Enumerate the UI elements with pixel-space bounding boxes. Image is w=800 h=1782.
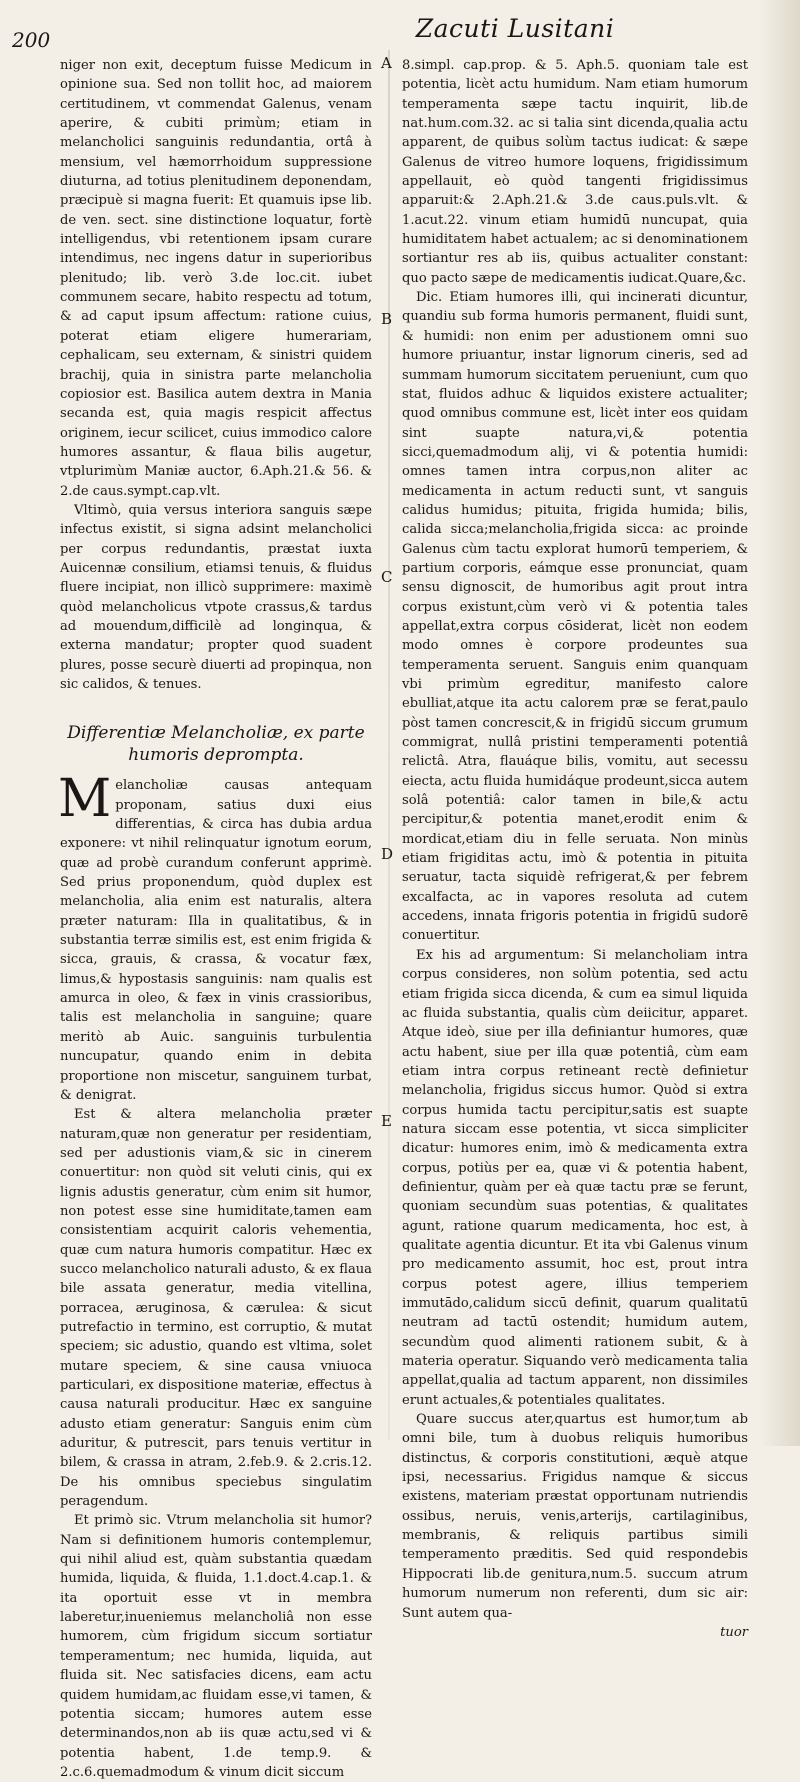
paragraph: Est & altera melancholia præter naturam,quæ non generatur per residentiam, sed per adustionis viam,& sic in cinerem conuertitur: non quòd sit veluti cinis, qui ex lignis adustis generatur, cùm enim sit humor, non potest esse sine humiditate,tamen eam consistentiam acquirit caloris vehementia, quæ cum natura humoris compatitur. Hæc ex succo melancholico naturali adusto, & ex flaua bile assata generatur, media vitellina, porracea, æruginosa, & cærulea: & sicut putrefactio in termino, est corruptio, & mutat speciem; sic adustio, quando est vltima, solet mutare speciem, & sine causa vniuoca particulari, ex dispositione materiæ, effectus à causa naturali producitur. Hæc ex sanguine adusto etiam generatur: Sanguis enim cùm aduritur, & putrescit, pars tenuis vertitur in bilem, & crassa in atram, 2.feb.9. & 2.cris.12. De his omnibus speciebus singulatim peragendum. <box>60 1107 372 1510</box>
paragraph: Ex his ad argumentum: Si melancholiam intra corpus consideres, non solùm potentia, sed actu etiam frigida sicca dicenda, & cum ea simul liquida ac fluida substantia, qualis cùm deiicitur, apparet. Atque ideò, siue per illa definiantur humores, quæ actu habent, siue per illa quæ potentiâ, cùm eam etiam intra corpus retineant rectè definietur melancholia, frigidus siccus humor. Quòd si extra corpus humida tactu percipitur,satis est suapte natura siccam esse potentia, vt sicca simpliciter dicatur: humores enim, imò & medicamenta extra corpus, potiùs per ea, quæ vi & potentia habent, definientur, quàm per eà quæ tactu præ se ferunt, quoniam secundùm suas potentias, & qualitates agunt, ratione quarum medicamenta, hoc est, à qualitate agentia dicuntur. Et ita vbi Galenus vinum pro medicamento assumit, hoc est, prout intra corpus potest agere, illius temperiem immutādo,calidum siccū definit, quarum qualitatū neutram ad tactū ostendit; humidum autem, secundùm quod alimenti rationem subit, & à materia operatur. Siquando verò medicamenta talia appellat,qualia ad tactum apparent, non dissimiles erunt actuales,& potentiales qualitates. <box>402 947 748 1408</box>
paragraph: Et primò sic. Vtrum melancholia sit humor? Nam si definitionem humoris contemplemur, qui nihil aliud est, quàm substantia quædam humida, liquida, & fluida, 1.1.doct.4.cap.1. & ita oportuit esse vt in membra laberetur,inueniemus melancholiâ non esse humorem, cùm frigidum siccum sortiatur temperamentum; nec humida, liquida, aut fluida sit. Nec satisfacies dicens, eam actu quidem humidam,ac fluidam esse,vi tamen, & potentia siccam; humores autem esse determinandos,non ab iis quæ actu,sed vi & potentia habent, 1.de temp.9. & 2.c.6.quemadmodum & vinum dicit siccum <box>60 1513 372 1780</box>
running-head-text: Zacuti Lusitani <box>415 14 615 43</box>
paragraph: Dic. Etiam humores illi, qui incinerati dicuntur, quandiu sub forma humoris permanent, fluidi sunt, & humidi: non enim per adustionem omni suo humore priuantur, instar lignorum cineris, sed ad summam humorum siccitatem perueniunt, cum quo stat, fluidos adhuc & liquidos existere actualiter; quod omnibus commune est, licèt inter eos quidam sint suapte natura,vi,& potentia sicci,quemadmodum alij, vi & potentia humidi: omnes tamen intra corpus,non aliter ac medicamenta in actum reducti sunt, vt sanguis calidus humidus; pituita, frigida humida; bilis, calida sicca;melancholia,frigida sicca: ac proinde Galenus cùm tactu explorat humorū temperiem, & partium corporis, eámque esse pronunciat, quam sensu dignoscit, de humoribus agit prout intra corpus existunt,cùm verò vi & potentia tales appellat,extra corpus cōsiderat, licèt non eodem modo omnes è corpore prodeuntes sua temperamenta seruent. Sanguis enim quanquam vbi primùm egreditur, manifesto calore ebulliat,atque ita actu calorem præ se ferat,paulo pòst tamen concrescit,& in frigidū siccum grumum commigrat, nullâ pristini temperamenti potentiâ relictâ. Atra, flauáque bilis, vomitu, aut secessu eiecta, actu fluida humidáque prodeunt,sicca autem solâ potentiâ: calor tamen in bile,& actu percipitur,& potentia manet,erodit enim & mordicat,etiam diu in felle seruata. Non minùs etiam frigiditas actu, imò & potentia in pituita seruatur, tacta siquidè refrigerat,& per febrem excalfacta, ac in vapores resoluta ad cutem accedens, innata frigoris potentia in frigidū sudorē conuertitur. <box>402 290 748 944</box>
drop-cap: M <box>58 769 112 830</box>
paragraph-with-dropcap <box>58 769 372 1105</box>
paragraph: Vltimò, quia versus interiora sanguis sæpe infectus existit, si signa adsint melancholici per corpus redundantis, præstat iuxta Auicennæ consilium, etiamsi tenuis, & fluidus fluere incipiat, non illicò supprimere: maximè quòd melancholicus vtpote crassus,& tardus ad mouendum,difficilè ad longinqua, & externa mandatur; propter quod suadent plures, posse securè diuerti ad propinqua, non sic calidos, & tenues. <box>60 502 372 692</box>
paragraph: Quare succus ater,quartus est humor,tum ab omni bile, tum à duobus reliquis humoribus distinctus, & corporis constitutioni, æquè atque ipsi, necessarius. Frigidus namque & siccus existens, materiam præstat opportunam nutriendis ossibus, neruis, venis,arterijs, cartilaginibus, membranis, & reliquis partibus simili temperamento præditis. Sed quid respondebis Hippocrati lib.de genitura,num.5. succum atrum humorum numerum non referenti, dum sic air: Sunt autem qua- <box>402 1412 748 1621</box>
running-head <box>0 14 800 43</box>
margin-letter-e: E <box>381 1112 392 1130</box>
right-column <box>402 56 748 1642</box>
paragraph: niger non exit, deceptum fuisse Medicum in opinione sua. Sed non tollit hoc, ad maiorem certitudinem, vt commendat Galenus, venam aperire, & cubiti primùm; etiam in melancholici sanguinis redundantia, ortâ à mensium, vel hæmorrhoidum suppressione diuturna, ad totius plenitudinem deponendam, præcipuè si magna fuerit: Et quamuis ipse lib. de ven. sect. sine distinctione loquatur, fortè intelligendus, vbi retentionem ipsam curare intendimus, nec ingens datur in superioribus plenitudo; lib. verò 3.de loc.cit. iubet communem secare, habito respectu ad totum, & ad caput ipsum affectum: ratione cuius, poterat etiam eligere humerariam, cephalicam, seu externam, & sinistri quidem brachij, quia in sinistra parte melancholia copiosior est. Basilica autem dextra in Mania secanda est, quia magis respicit affectus originem, iecur scilicet, cuius immodico calore humores assantur, & flaua bilis augetur, vtplurimùm Maniæ auctor, 6.Aph.21.& 56. & 2.de caus.sympt.cap.vlt. <box>60 58 372 499</box>
margin-letter-c: C <box>381 568 393 586</box>
catchword: tuor <box>720 1624 748 1640</box>
paragraph: 8.simpl. cap.prop. & 5. Aph.5. quoniam tale est potentia, licèt actu humidum. Nam etiam humorum temperamenta sæpe tactu inquirit, lib.de nat.hum.com.32. ac si talia sint dicenda,qualia actu apparent, de quibus solùm tactus iudicat: & sæpe Galenus de vitreo humore loquens, frigidissimum appellauit, eò quòd tangenti frigidissimus apparuit:& 2.Aph.21.& 3.de caus.puls.vlt. & 1.acut.22. vinum etiam humidū nuncupat, quia humiditatem habet actualem; ac si denominationem sortiantur res ab iis, quibus actualiter constant: quo pacto sæpe de medicamentis iudicat.Quare,&c. <box>402 58 748 286</box>
page-edge-shadow <box>760 0 800 1446</box>
column-gutter <box>388 50 390 1440</box>
margin-letter-d: D <box>381 845 394 863</box>
margin-letter-a: A <box>381 54 392 72</box>
left-column <box>60 56 372 1782</box>
margin-letter-b: B <box>381 310 393 328</box>
page-number: 200 <box>12 28 51 52</box>
section-heading: Differentiæ Melancholiæ, ex parte humoris deprompta. <box>67 723 365 766</box>
paragraph-text: elancholiæ causas antequam proponam, satius duxi eius differentias, & circa has dubia ardua exponere: vt nihil relinquatur ignotum eorum, quæ ad probè curandum conferunt apprimè. Sed prius proponendum, quòd duplex est melancholia, alia enim est naturalis, altera præter naturam: Illa in qualitatibus, & in substantia terræ similis est, est enim frigida & sicca, grauis, & crassa, & vocatur fæx, limus,& hypostasis sanguinis: nam qualis est amurca in oleo, & fæx in vinis crassioribus, talis est melancholia in sanguine; quare meritò ab Auic. sanguinis turbulentia nuncupatur, quando enim in debita proportione non miscetur, sanguinem turbat, & denigrat. <box>60 778 372 1103</box>
